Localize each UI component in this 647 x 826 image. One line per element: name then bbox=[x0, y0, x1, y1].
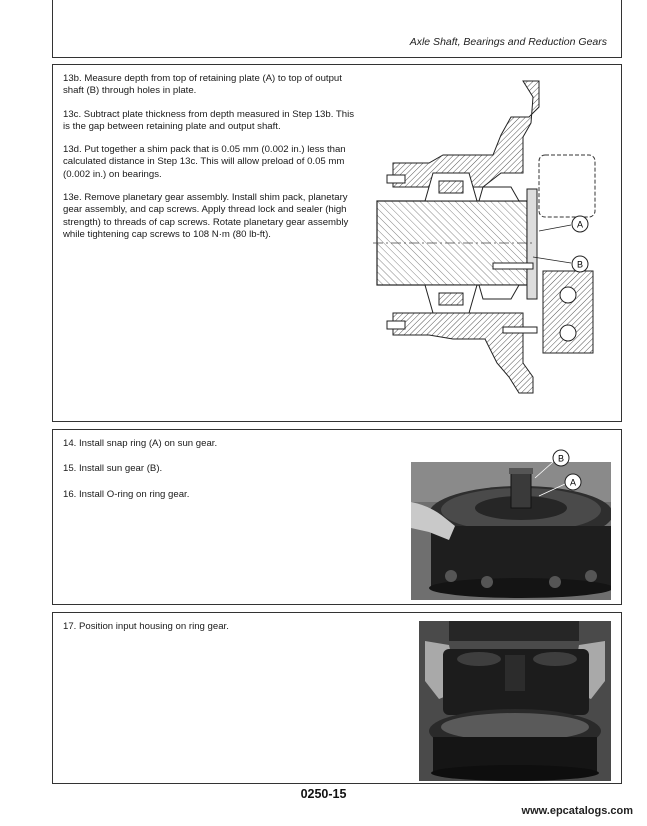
callout-b: B bbox=[557, 453, 565, 464]
step-13c: 13c. Subtract plate thickness from depth measured in Step 13b. This is the gap between retaining plate and output shaft. bbox=[63, 108, 354, 132]
input-housing-photo bbox=[419, 621, 611, 781]
step-13d: 13d. Put together a shim pack that is 0.05 mm (0.002 in.) less than calculated distance in Step 13c. This will allow preload of 0.05 mm (0.002 in.) on bearings. bbox=[63, 144, 346, 180]
step-15: 15. Install sun gear (B). bbox=[63, 463, 163, 475]
step-13e: 13e. Remove planetary gear assembly. Install shim pack, planetary gear assembly, and cap screws. Apply thread lock and sealer (high strength) to threads of cap screws. Rotate planetary gear assembly while tightening cap screws to 108 N·m (80 lb-ft). bbox=[63, 192, 349, 240]
watermark: www.epcatalogs.com bbox=[521, 805, 633, 817]
step-16: 16. Install O-ring on ring gear. bbox=[63, 488, 190, 500]
step-list bbox=[63, 438, 393, 514]
step-list bbox=[63, 621, 393, 646]
instruction-panel-14-16 bbox=[52, 429, 622, 605]
page-number: 0250-15 bbox=[300, 787, 347, 801]
hub-cross-section-diagram bbox=[373, 77, 599, 411]
instruction-panel-17 bbox=[52, 612, 622, 784]
callout-a: A bbox=[576, 219, 584, 230]
callout-a: A bbox=[569, 477, 577, 488]
step-17: 17. Position input housing on ring gear. bbox=[63, 621, 229, 632]
step-list bbox=[63, 73, 355, 252]
step-14: 14. Install snap ring (A) on sun gear. bbox=[63, 438, 218, 449]
step-13b: 13b. Measure depth from top of retaining plate (A) to top of output shaft (B) through holes in plate. bbox=[63, 73, 342, 97]
instruction-panel-13 bbox=[52, 64, 622, 422]
callout-b: B bbox=[576, 259, 584, 270]
header-frame bbox=[52, 0, 622, 58]
section-title: Axle Shaft, Bearings and Reduction Gears bbox=[409, 36, 607, 48]
sun-gear-photo bbox=[411, 444, 611, 600]
